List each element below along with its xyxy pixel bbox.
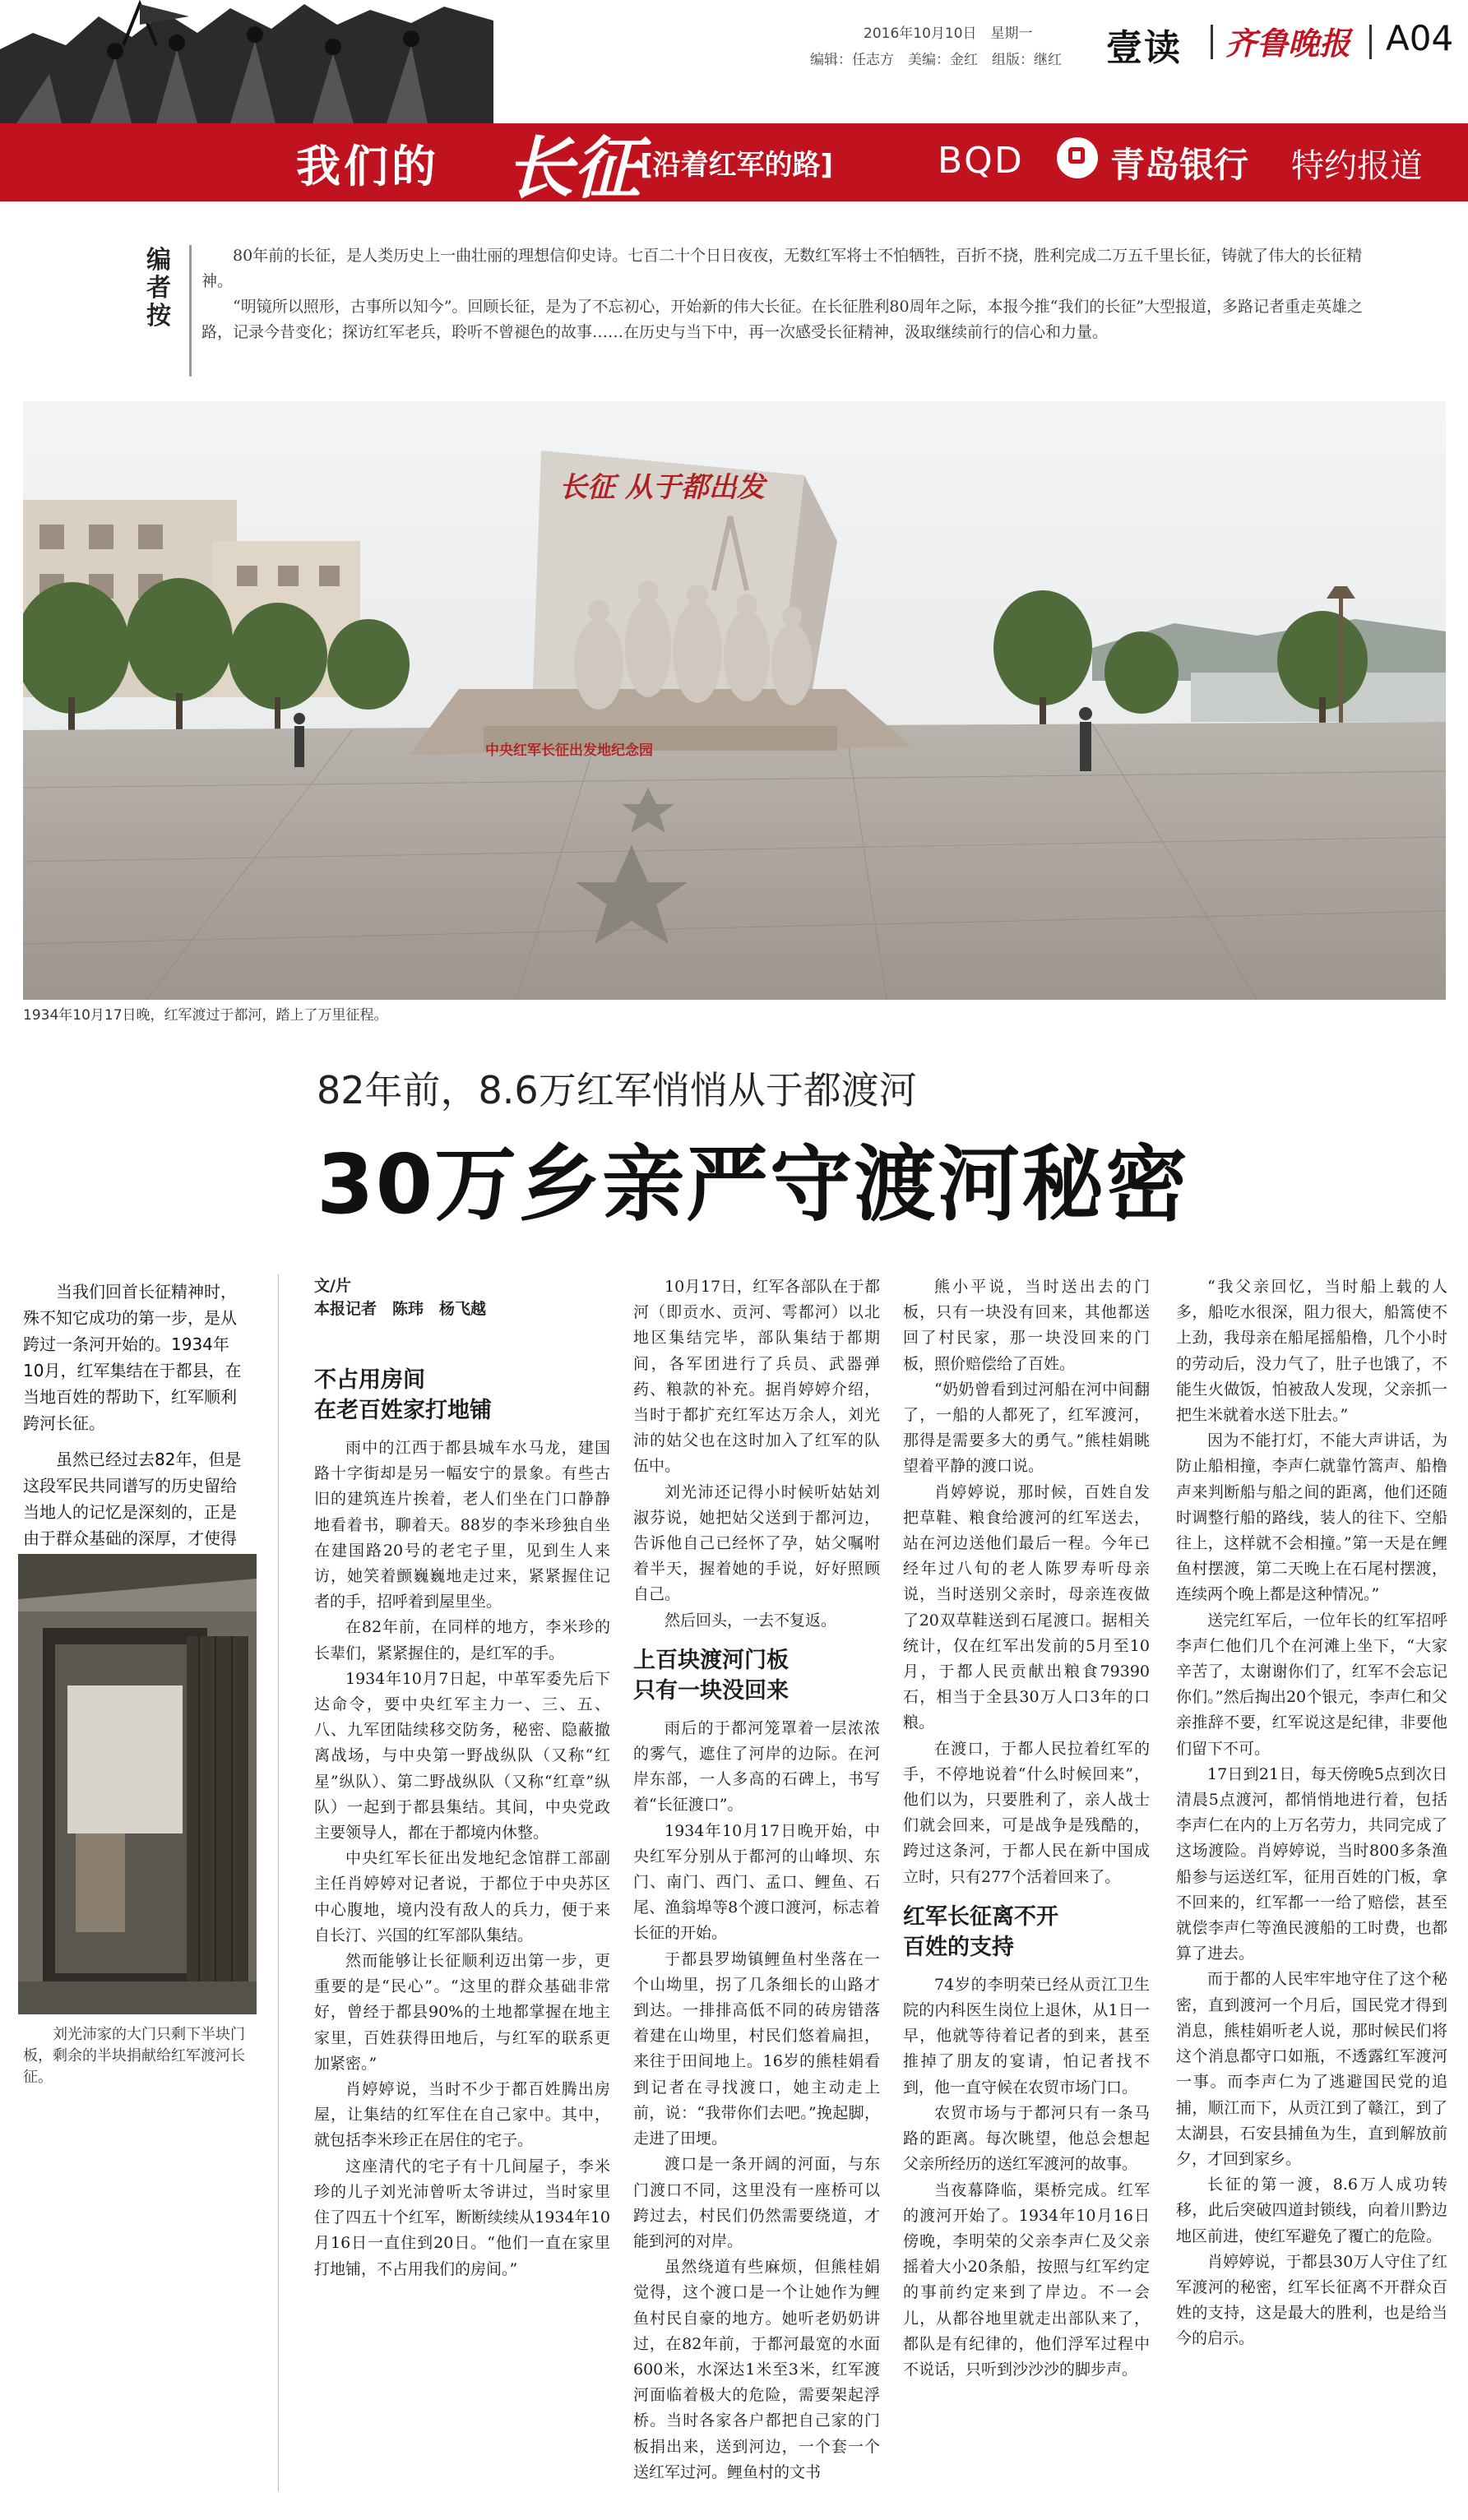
body-paragraph: 肖婷婷说，于都县30万人守住了红军渡河的秘密，红军长征离不开群众百姓的支持，这是最大的胜利，也是给当今的启示。 <box>1176 2252 1447 2348</box>
body-paragraph: 在82年前，在同样的地方，李米珍的长辈们，紧紧握住的，是红军的手。 <box>314 1618 610 1662</box>
byline-reporters: 本报记者 陈玮 杨飞越 <box>314 1300 487 1318</box>
subheading: 上百块渡河门板 只有一块没回来 <box>633 1647 789 1704</box>
body-paragraph: 肖婷婷说，那时候，百姓自发把草鞋、粮食给渡河的红军送去，站在河边送他们最后一程。今年已经年过八旬的老人陈罗寿听母亲说，当时送别父亲时，母亲连夜做了20双草鞋送到石尾渡口。据相关统计，仅在红军出发前的5月至10月，于都人民贡献出粮食79390石，相当于全县30万人口3年的口粮。 <box>903 1482 1150 1732</box>
column-divider <box>278 1274 279 2491</box>
body-paragraph: 农贸市场与于都河只有一条马路的距离。每次眺望，他总会想起父亲所经历的送红军渡河的故事。 <box>903 2103 1150 2174</box>
body-paragraph: 然后回头，一去不复返。 <box>665 1611 837 1630</box>
divider <box>189 245 192 377</box>
editor-credits: 编辑：任志方 美编：金红 组版：继红 <box>810 52 1062 68</box>
subheading: 不占用房间 在老百姓家打地铺 <box>314 1367 492 1423</box>
article-column-2 <box>633 1274 880 2485</box>
sponsor-logo-text: BQD <box>938 140 1024 182</box>
editor-note <box>201 243 1369 345</box>
sponsor-label: 特约报道 <box>1291 147 1423 185</box>
doorway-photo-caption: 刘光沛家的大门只剩下半块门板，剩余的半块捐献给红军渡河长征。 <box>23 2026 245 2086</box>
body-paragraph: 1934年10月7日起，中革军委先后下达命令，要中央红军主力一、三、五、八、九军团陆续移交防务，秘密、隐蔽撤离战场，与中央第一野战纵队（又称“红星”纵队）、第二野战纵队（又称“红章”纵队）一起到于都县集结。其间，中央党政主要领导人，都在于都境内休整。 <box>314 1669 610 1843</box>
article-headline: 30万乡亲严守渡河秘密 <box>317 1136 1190 1232</box>
article-column-1 <box>314 1365 610 2282</box>
article-column-3 <box>903 1274 1150 2383</box>
body-paragraph: 10月17日，红军各部队在于都河（即贡水、贡河、雩都河）以北地区集结完毕，部队集结于都期间，各军团进行了兵员、武器弹药、粮款的补充。据肖婷婷介绍，当时于都扩充红军达万余人，刘光沛的姑父也在这时加入了红军的队伍中。 <box>633 1278 880 1476</box>
body-paragraph: 于都县罗坳镇鲤鱼村坐落在一个山坳里，拐了几条细长的山路才到达。一排排高低不同的砖房错落着建在山坳里，村民们悠着扁担，来往于田间地上。16岁的熊桂娟看到记者在寻找渡口，她主动走上前，说：“我带你们去吧。”挽起脚，走进了田埂。 <box>633 1949 880 2148</box>
body-paragraph: 肖婷婷说，当时不少于都百姓腾出房屋，让集结的红军住在自己家中。其中，就包括李米珍正在居住的宅子。 <box>314 2080 610 2150</box>
lead-paragraph: 虽然已经过去82年，但是这段军民共同谱写的历史留给当地人的记忆是深刻的，正是由于群众基础的深厚，才使得 <box>23 1450 242 1548</box>
body-paragraph: 中央红军长征出发地纪念馆群工部副主任肖婷婷对记者说，于都位于中央苏区中心腹地，境内没有敌人的兵力，便于来自长汀、兴国的红军部队集结。 <box>314 1849 610 1944</box>
sponsor-bank-name: 青岛银行 <box>1110 145 1249 185</box>
body-paragraph: 17日到21日，每天傍晚5点到次日清晨5点渡河，都悄悄地进行着，包括李声仁在内的上万名劳力，共同完成了这场渡险。肖婷婷说，当时800多条渔船参与运送红军，征用百姓的门板，拿不回来的，红军都一一给了赔偿，甚至就偿李声仁等渔民渡船的工时费，也都算了进去。 <box>1176 1764 1447 1963</box>
body-paragraph: 刘光沛还记得小时候听姑姑刘淑芬说，她把姑父送到于都河边，告诉他自己已经怀了孕，姑父嘱咐着半天，握着她的手说，好好照顾自己。 <box>633 1482 880 1604</box>
article-column-4 <box>1176 1274 1447 2352</box>
body-paragraph: 74岁的李明荣已经从贡江卫生院的内科医生岗位上退休，从1日一早，他就等待着记者的到来，甚至推掉了朋友的宴请，怕记者找不到，他一直守候在农贸市场门口。 <box>903 1975 1150 2097</box>
byline-label: 文/片 <box>314 1277 351 1295</box>
monument-plaque: 中央红军长征出发地纪念园 <box>485 742 653 759</box>
byline <box>314 1274 486 1320</box>
newspaper-logo: 齐鲁晚报 <box>1225 25 1351 62</box>
article-lead <box>23 1278 245 1588</box>
body-paragraph: 长征的第一渡，8.6万人成功转移，此后突破四道封锁线，向着川黔边地区前进，使红军避免了覆亡的危险。 <box>1176 2176 1447 2245</box>
body-paragraph: 而于都的人民牢牢地守住了这个秘密，直到渡河一个月后，国民党才得到消息，熊桂娟听老人说，那时候民们将这个消息都守口如瓶，不透露红军渡河一事。而李声仁为了逃避国民党的追捕，顺江而下，从贡江到了赣江，到了太湖县，石安县捕鱼为生，直到解放前夕，才回到家乡。 <box>1176 1970 1447 2168</box>
series-brush-title: 长征 <box>506 129 641 208</box>
body-paragraph: 渡口是一条开阔的河面，与东门渡口不同，这里没有一座桥可以跨过去，村民们仍然需要绕道，才能到河的对岸。 <box>633 2155 880 2250</box>
section-title: 壹读 <box>1106 27 1182 69</box>
photo-caption: 1934年10月17日晚，红军渡过于都河，踏上了万里征程。 <box>23 1007 388 1024</box>
body-paragraph: 虽然绕道有些麻烦，但熊桂娟觉得，这个渡口是一个让她作为鲤鱼村民自豪的地方。她听老奶奶讲过，在82年前，于都河最宽的水面600米，水深达1米至3米，红军渡河面临着极大的危险，需要架起浮桥。当时各家各户都把自己家的门板捐出来，送到河边，一个套一个送红军过河。鲤鱼村的文书 <box>633 2258 880 2481</box>
body-paragraph: 熊小平说，当时送出去的门板，只有一块没有回来，其他都送回了村民家，那一块没回来的门板，照价赔偿给了百姓。 <box>903 1278 1150 1373</box>
banner-woodcut-art <box>0 0 493 140</box>
doorway-photo <box>18 1554 257 2014</box>
editor-note-paragraph: “明镜所以照形，古事所以知今”。回顾长征，是为了不忘初心，开始新的伟大长征。在长征胜利80周年之际，本报今推“我们的长征”大型报道，多路记者重走英雄之路，记录今昔变化；探访红军老兵，聆听不曾褪色的故事……在历史与当下中，再一次感受长征精神，汲取继续前行的信心和力量。 <box>201 298 1364 341</box>
editor-note-label: 编者按 <box>146 246 171 331</box>
divider <box>1211 25 1213 59</box>
body-paragraph: 然而能够让长征顺利迈出第一步，更重要的是“民心”。“这里的群众基础非常好，曾经于都县90%的土地都掌握在地主家里，百姓获得田地后，与红军的联系更加紧密。” <box>314 1952 610 2073</box>
article-kicker: 82年前，8.6万红军悄悄从于都渡河 <box>317 1068 917 1112</box>
series-title: 我们的 <box>296 141 439 192</box>
monument-title: 长征 从于都出发 <box>559 471 765 504</box>
body-paragraph: 因为不能打灯，不能大声讲话，为防止船相撞，李声仁就靠竹篙声、船橹声来判断船与船之间的距离，他们还随时调整行船的路线，装人的往下、空船往上，这样就不会相撞。”第一天是在鲤鱼村摆渡，第二天晚上在石尾村摆渡，连续两个晚上都是这种情况。” <box>1176 1431 1447 1604</box>
page-number: A04 <box>1386 18 1454 58</box>
bank-logo-icon <box>1057 137 1098 178</box>
body-paragraph: 1934年10月17日晚开始，中央红军分别从于都河的山峰坝、东门、南门、西门、孟口、鲤鱼、石尾、渔翁埠等8个渡口渡河，标志着长征的开始。 <box>633 1821 880 1943</box>
body-paragraph: 当夜幕降临，渠桥完成。红军的渡河开始了。1934年10月16日傍晚，李明荣的父亲李声仁及父亲摇着大小20条船，按照与红军约定的事前约定来到了岸边。不一会儿，从都谷地里就走出部队来了，都队是有纪律的，他们浮军过程中不说话，只听到沙沙沙的脚步声。 <box>903 2180 1150 2379</box>
issue-date: 2016年10月10日 星期一 <box>864 25 1033 42</box>
subheading: 红军长征离不开 百姓的支持 <box>903 1903 1058 1960</box>
body-paragraph: “我父亲回忆，当时船上载的人多，船吃水很深，阻力很大，船篙使不上劲，我母亲在船尾摇船橹，几个小时的劳动后，没力气了，肚子也饿了，不能生火做饭，怕被敌人发现，父亲抓一把生米就着水送下肚去。” <box>1176 1278 1447 1425</box>
body-paragraph: 在渡口，于都人民拉着红军的手，不停地说着“什么时候回来”，他们以为，只要胜利了，亲人战士们就会回来，可是战争是残酷的，跨过这条河，于都人民在新中国成立时，只有277个活着回来了。 <box>903 1739 1150 1886</box>
lead-paragraph: 当我们回首长征精神时，殊不知它成功的第一步，是从跨过一条河开始的。1934年10月，红军集结在于都县，在当地百姓的帮助下，红军顺利跨河长征。 <box>23 1282 242 1433</box>
body-paragraph: 这座清代的宅子有十几间屋子，李米珍的儿子刘光沛曾听太爷讲过，当时家里住了四五十个红军，断断续续从1934年10月16日一直住到20日。“他们一直在家里打地铺，不占用我们的房间。” <box>314 2157 610 2278</box>
divider <box>1369 25 1372 59</box>
body-paragraph: 雨后的于都河笼罩着一层浓浓的雾气，遮住了河岸的边际。在河岸东部，一人多高的石碑上，书写着“长征渡口”。 <box>633 1718 880 1815</box>
series-subtitle: [沿着红军的路] <box>640 149 834 182</box>
body-paragraph: 送完红军后，一位年长的红军招呼李声仁他们几个在河滩上坐下，“大家辛苦了，太谢谢你们了，红军不会忘记你们。”然后掏出20个银元，李声仁和父亲推辞不要，红军说这是纪律，非要他们留下不可。 <box>1176 1611 1447 1758</box>
editor-note-paragraph: 80年前的长征，是人类历史上一曲壮丽的理想信仰史诗。七百二十个日日夜夜，无数红军将士不怕牺牲，百折不挠，胜利完成二万五千里长征，铸就了伟大的长征精神。 <box>201 247 1363 290</box>
body-paragraph: “奶奶曾看到过河船在河中间翻了，一船的人都死了，红军渡河，那得是需要多大的勇气。”熊桂娟眺望着平静的渡口说。 <box>903 1380 1150 1476</box>
body-paragraph: 雨中的江西于都县城车水马龙，建国路十字街却是另一幅安宁的景象。有些古旧的建筑连片挨着，老人们坐在门口静静地看着书，聊着天。88岁的李米珍独自坐在建国路20号的老宅子里，见到生人来访，她笑着颤巍巍地走过来，紧紧握住记者的手，招呼着到屋里坐。 <box>314 1439 610 1611</box>
